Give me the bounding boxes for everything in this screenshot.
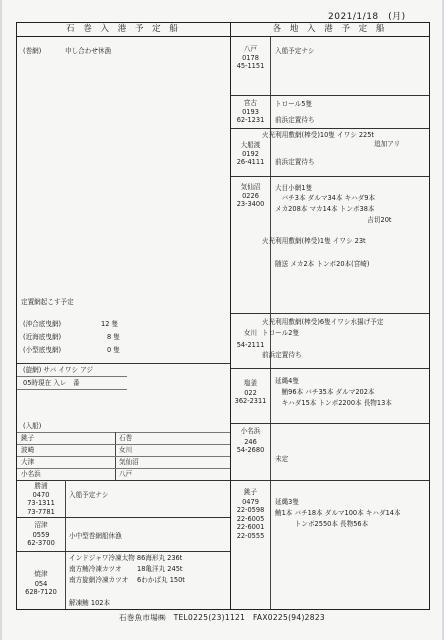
onagawa-line-1: 火光利用敷網(棒受)6隻イワシ水揚げ予定 xyxy=(262,318,384,326)
port-tel-numazu: 0559 62-3700 xyxy=(27,531,55,548)
shiogama-line-2: 鮪96本 バチ35本 ダルマ202本 xyxy=(275,388,375,396)
rule xyxy=(17,363,230,364)
rule xyxy=(231,95,429,96)
kesennuma-line-4: 吉切20t xyxy=(275,216,392,224)
miyako-line-3: 前浜定置待ち xyxy=(275,116,315,124)
port-body-numazu: 小中型巻網船休漁 xyxy=(69,532,122,540)
rule xyxy=(17,456,230,457)
port-tel-hachinohe: 0178 45-1151 xyxy=(236,54,265,71)
port-tel-onahama: 246 54-2680 xyxy=(236,438,265,455)
rule xyxy=(17,389,127,390)
port-tel-katsuura: 0470 73-1311 73-7781 xyxy=(27,491,55,516)
ofunato-line-4: 前浜定置待ち xyxy=(275,158,315,166)
port-row-1-b: 石巻 xyxy=(119,434,133,442)
port-row-4-a: 小名浜 xyxy=(21,470,41,478)
yaizu-line-3: 南方旋網冷凍カツオ 6わかば丸 150t xyxy=(69,576,185,584)
trawl-count-2: 8 隻 xyxy=(107,333,120,341)
port-name-numazu: 沼津 xyxy=(34,521,48,529)
right-title: 各 地 入 港 予 定 船 xyxy=(231,23,429,37)
grid-line xyxy=(65,480,66,609)
trawl-count-1: 12 隻 xyxy=(101,320,119,328)
kesennuma-line-2: バチ3本 ダルマ34本 キハダ9本 xyxy=(275,194,376,202)
port-name-yaizu: 焼津 xyxy=(34,570,48,578)
ofunato-line-2: 追加アリ xyxy=(262,140,401,148)
purse-sub: 05時現在 入レ 番 xyxy=(23,379,80,387)
port-tel-yaizu: 054 628-7120 xyxy=(25,580,57,597)
port-name-katsuura: 勝浦 xyxy=(34,482,48,490)
port-name-ofunato: 大船渡 xyxy=(240,141,261,149)
port-row-3-a: 大津 xyxy=(21,458,35,466)
port-tel-shiogama: 022 362-2311 xyxy=(234,389,267,406)
choshi-line-3: トンボ2550本 長物56本 xyxy=(275,520,369,528)
trawl-label-2: (近海底曳網) xyxy=(23,333,62,341)
rule xyxy=(17,517,230,518)
port-tel-kesennuma: 0226 23-3400 xyxy=(236,192,265,209)
port-row-1-a: 銚子 xyxy=(21,434,35,442)
port-name-onagawa: 女川 xyxy=(243,329,258,337)
footer-contact: 石巻魚市場㈱ TEL0225(23)1121 FAX0225(94)2823 xyxy=(119,613,325,622)
rule xyxy=(231,128,429,129)
kesennuma-line-9: 随送 メカ2本 トンボ20本(宮崎) xyxy=(275,260,370,268)
purse-seine-note: 申し合わせ休漁 xyxy=(65,47,112,55)
yaizu-line-1: インドジャワ冷凍太物 86海形丸 236t xyxy=(69,554,183,562)
port-name-shiogama: 塩釜 xyxy=(243,379,258,387)
port-body-katsuura: 入船予定ナシ xyxy=(69,491,109,499)
ofunato-line-1: 火光利用敷網(棒受)10隻 イワシ 225t xyxy=(262,131,375,139)
rule xyxy=(17,551,230,552)
shiogama-line-3: キハダ15本 トンボ2200本 長物13本 xyxy=(275,399,392,407)
onahama-line-2: 未定 xyxy=(275,455,289,463)
kesennuma-line-6: 火光利用敷網(棒受)1隻 イワシ 23t xyxy=(262,237,366,245)
trawl-label-3: (小型底曳網) xyxy=(23,346,62,354)
yaizu-line-5: 解凍鮪 102本 xyxy=(69,599,111,607)
schedule-table xyxy=(16,22,430,610)
trawl-label-1: (沖合底曳網) xyxy=(23,320,62,328)
rule xyxy=(231,368,429,369)
trawl-count-3: 0 隻 xyxy=(107,346,120,354)
report-date: 2021/1/18 (月) xyxy=(328,12,406,22)
rule xyxy=(17,376,127,377)
port-name-onahama: 小名浜 xyxy=(240,427,261,435)
onagawa-line-5: 前浜定置待ち xyxy=(262,351,302,359)
port-tel-miyako: 0193 62-1231 xyxy=(236,108,265,125)
shiogama-line-1: 延縄4隻 xyxy=(275,377,299,385)
port-tel-onagawa: 54-2111 xyxy=(236,341,265,349)
kesennuma-line-3: メカ208本 マカ14本 トンボ38本 xyxy=(275,205,375,213)
rule xyxy=(17,468,230,469)
choshi-line-1: 延縄3隻 xyxy=(275,498,299,506)
miyako-line-1: トロール5隻 xyxy=(275,100,313,108)
port-name-miyako: 宮古 xyxy=(243,99,258,107)
purse-title: (旋網) サバ イワシ アジ xyxy=(23,366,94,374)
entering-title: (入船) xyxy=(23,422,42,430)
fax-sheet xyxy=(2,0,442,640)
port-row-3-b: 気仙沼 xyxy=(119,458,139,466)
port-tel-ofunato: 0192 26-4111 xyxy=(236,150,265,167)
port-row-2-a: 波崎 xyxy=(21,446,35,454)
purse-seine-label: (巻網) xyxy=(23,47,42,55)
port-name-hachinohe: 八戸 xyxy=(243,45,258,53)
rule xyxy=(17,432,230,433)
onagawa-line-2: トロール2隻 xyxy=(262,329,300,337)
port-tel-choshi: 0479 22-0598 22-6005 22-6001 22-0555 xyxy=(236,498,265,540)
port-row-4-b: 八戸 xyxy=(119,470,133,478)
rule xyxy=(231,176,429,177)
kesennuma-line-1: 大目小網1隻 xyxy=(275,184,313,192)
port-name-kesennuma: 気仙沼 xyxy=(240,183,261,191)
yaizu-line-2: 南方鮪冷凍カツオ 18亀洋丸 245t xyxy=(69,565,183,573)
rule xyxy=(231,480,429,481)
rule xyxy=(17,444,230,445)
left-title: 石 巻 入 港 予 定 船 xyxy=(17,23,230,37)
port-row-2-b: 女川 xyxy=(119,446,133,454)
choshi-line-2: 鮪1本 バチ18本 ダルマ100本 キハダ14本 xyxy=(275,509,401,517)
hachinohe-line-1: 入船予定ナシ xyxy=(275,47,315,55)
rule xyxy=(231,313,429,314)
rule xyxy=(231,423,429,424)
rule xyxy=(17,480,230,481)
port-name-choshi: 銚子 xyxy=(243,488,258,496)
set-net-note: 定置網起こす予定 xyxy=(21,298,74,306)
